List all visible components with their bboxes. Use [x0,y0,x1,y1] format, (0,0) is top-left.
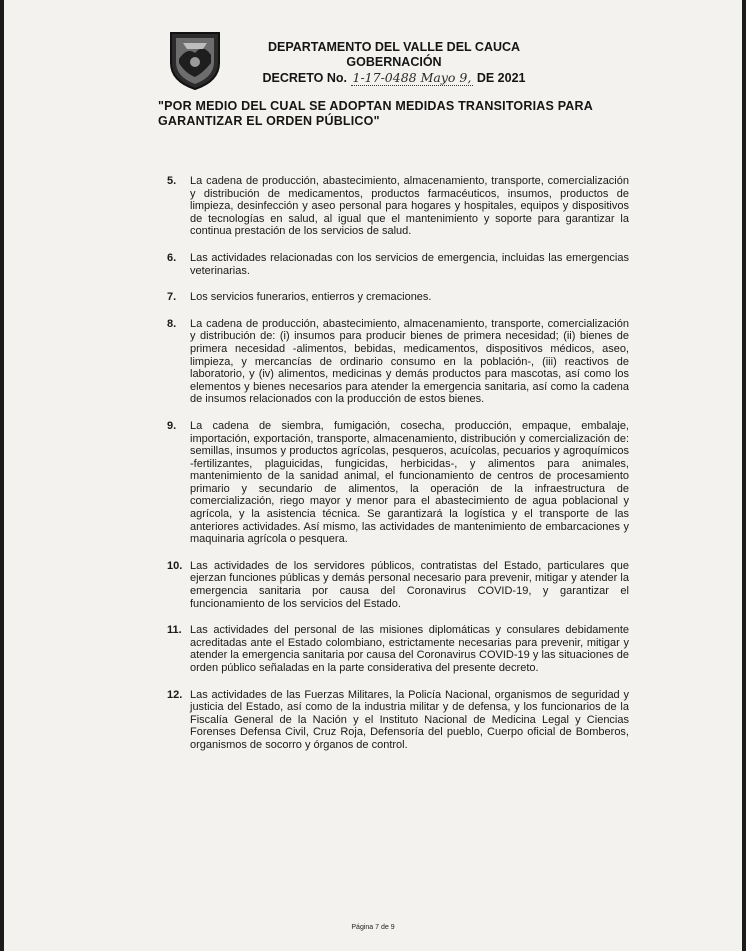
activities-list [167,175,629,766]
item-text: Las actividades de las Fuerzas Militares, la Policía Nacional, organismos de seguridad y justicia del Estado, así como de la industria militar y de defensa, y los funcionarios de la Fiscalía General de la Nación y el Instituto Nacional de Medicina Legal y Ciencias Forenses Defensa Civil, Cruz Roja, Defensoría del pueblo, Cuerpo oficial de Bomberos, organismos de socorro y órganos de control. [190,688,629,751]
list-item [167,689,629,752]
page-number: Página 7 de 9 [351,924,395,931]
item-number: 11. [167,624,182,637]
item-number: 12. [167,688,183,701]
list-item [167,624,629,674]
item-text: Las actividades del personal de las misiones diplomáticas y consulares debidamente acreditadas ante el Estado colombiano, estrictamente necesarias para prevenir, mitigar y atender la emergencia sanitaria por causa del Coronavirus COVID-19 y las situaciones de orden público señaladas en la parte considerativa del presente decreto. [190,624,629,674]
list-item [167,318,629,406]
item-text: Las actividades de los servidores públicos, contratistas del Estado, particulares que ejerzan funciones públicas y demás personal necesario para prevenir, mitigar y atender la emergencia sanitaria por causa del Coronavirus COVID-19, y garantizar el funcionamiento de los servicios del Estado. [190,559,629,610]
item-number: 9. [167,419,177,432]
document-header [204,40,584,86]
item-number: 5. [167,175,177,187]
document-page [4,0,742,951]
decree-number: 1-17-0488 Mayo 9, [352,70,472,85]
list-item [167,420,629,546]
document-title: "POR MEDIO DEL CUAL SE ADOPTAN MEDIDAS TRANSITORIAS PARA GARANTIZAR EL ORDEN PÚBLICO" [158,99,593,128]
item-text: La cadena de producción, abastecimiento, almacenamiento, transporte, comercialización y distribución de: (i) insumos para producir bienes de primera necesidad; (ii) bienes de primera necesidad -alimentos, bebidas, medicamentos, dispositivos médicos, aseo, limpieza, y mercancías de ordinario consumo en la población-, (iii) reactivos de laboratorio, y (iv) alimentos, medicinas y demás productos para mascotas, así como los elementos y bienes necesarios para atender la emergencia sanitaria, así como la cadena de insumos relacionados con la producción de estos bienes. [190,317,629,406]
item-number: 7. [167,291,177,304]
item-number: 8. [167,317,177,330]
decree-prefix: DECRETO No. [262,71,348,85]
header-decree [204,70,584,86]
header-department: DEPARTAMENTO DEL VALLE DEL CAUCA [267,40,521,54]
item-number: 10. [167,559,183,572]
item-text: Las actividades relacionadas con los servicios de emergencia, incluidas las emergencias veterinarias. [190,251,629,277]
item-text: Los servicios funerarios, entierros y cremaciones. [190,291,432,304]
header-government: GOBERNACIÓN [346,55,442,69]
decree-year: DE 2021 [476,71,526,85]
item-text: La cadena de siembra, fumigación, cosecha, producción, empaque, embalaje, importación, exportación, transporte, almacenamiento, distribución y comercialización de: semillas, insumos y productos agrícolas, pesqueros, acuícolas, pecuarios y agroquímicos -fertilizantes, plaguicidas, fungicidas, herbicidas-, y alimentos para animales, mantenimiento de la sanidad animal, el funcionamiento de centros de procesamiento primario y secundario de alimentos, la operación de la infraestructura de comercialización, riego mayor y menor para el abastecimiento de agua poblacional y agrícola, y la asistencia técnica. Se garantizará la logística y el transporte de las anteriores actividades. Así mismo, las actividades de mantenimiento de embarcaciones y maquinaria agrícola o pesquera. [190,419,629,546]
item-number: 6. [167,251,177,264]
item-text: La cadena de producción, abastecimiento, almacenamiento, transporte, comercialización y distribución de medicamentos, productos farmacéuticos, insumos, productos de limpieza, desinfección y aseo personal para hogares y hospitales, equipos y dispositivos de tecnologías en salud, al igual que el mantenimiento y soporte para garantizar la continua prestación de los servicios de salud. [190,175,629,238]
list-item [167,291,629,304]
list-item [167,252,629,277]
list-item [167,560,629,610]
list-item [167,175,629,238]
